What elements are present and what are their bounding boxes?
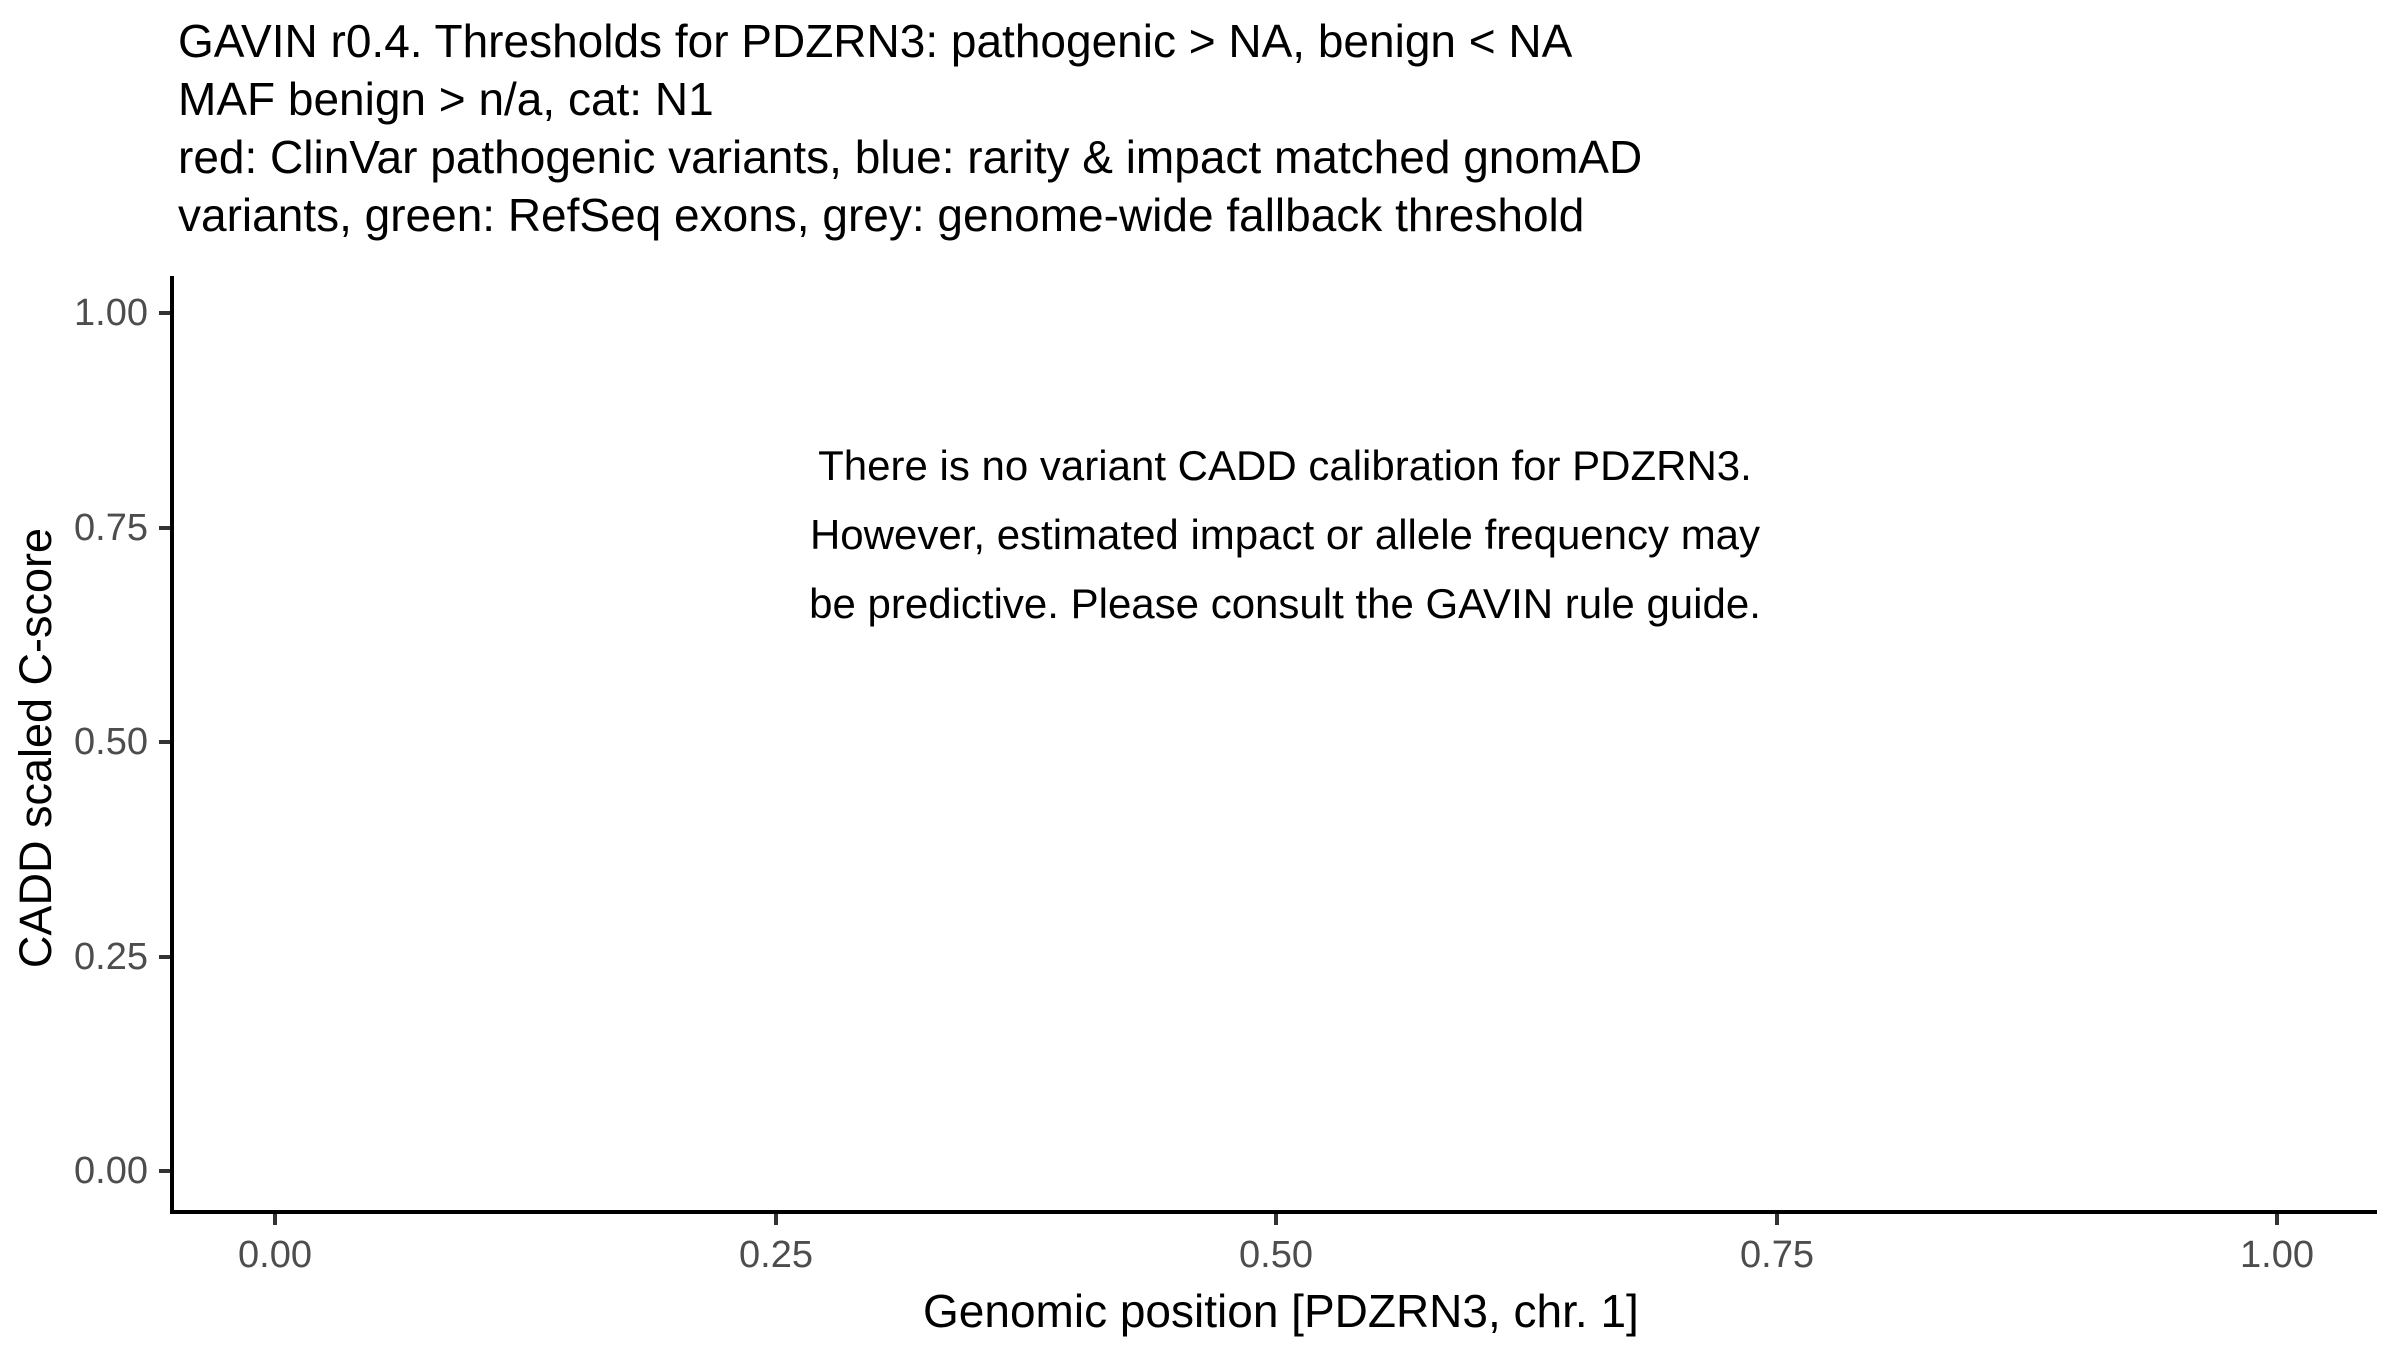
x-tick-mark — [1274, 1214, 1278, 1225]
x-tick-mark — [774, 1214, 778, 1225]
x-tick-label: 0.00 — [238, 1234, 312, 1276]
y-axis-title: CADD scaled C-score — [10, 527, 61, 969]
y-tick-label: 0.25 — [74, 936, 148, 978]
x-tick-label: 0.50 — [1239, 1234, 1313, 1276]
x-tick-mark — [273, 1214, 277, 1225]
plot-title-line-1: GAVIN r0.4. Thresholds for PDZRN3: pathogenic > NA, benign < NA — [178, 15, 1573, 67]
y-tick-mark — [159, 1169, 170, 1173]
y-tick-mark — [159, 740, 170, 744]
y-tick-mark — [159, 955, 170, 959]
x-tick-label: 1.00 — [2240, 1234, 2314, 1276]
y-tick-mark — [159, 311, 170, 315]
plot-title-line-2: MAF benign > n/a, cat: N1 — [178, 73, 714, 125]
annotation-line-3: be predictive. Please consult the GAVIN rule guide. — [809, 580, 1761, 627]
plot-title — [178, 12, 1642, 244]
x-tick-label: 0.25 — [739, 1234, 813, 1276]
y-tick-label: 0.00 — [74, 1150, 148, 1192]
y-tick-label: 0.50 — [74, 721, 148, 763]
y-tick-label: 0.75 — [74, 507, 148, 549]
y-tick-label: 1.00 — [74, 292, 148, 334]
x-tick-mark — [2275, 1214, 2279, 1225]
x-tick-label: 0.75 — [1740, 1234, 1814, 1276]
annotation-line-2: However, estimated impact or allele frequency may — [809, 511, 1761, 558]
x-tick-mark — [1775, 1214, 1779, 1225]
plot-panel — [170, 276, 2377, 1214]
plot-title-line-4: variants, green: RefSeq exons, grey: genome-wide fallback threshold — [178, 189, 1585, 241]
plot-title-line-3: red: ClinVar pathogenic variants, blue: rarity & impact matched gnomAD — [178, 131, 1643, 183]
no-calibration-annotation — [685, 431, 1885, 638]
annotation-line-1: There is no variant CADD calibration for PDZRN3. — [818, 442, 1752, 489]
y-tick-mark — [159, 526, 170, 530]
x-axis-title: Genomic position [PDZRN3, chr. 1] — [923, 1285, 1639, 1337]
